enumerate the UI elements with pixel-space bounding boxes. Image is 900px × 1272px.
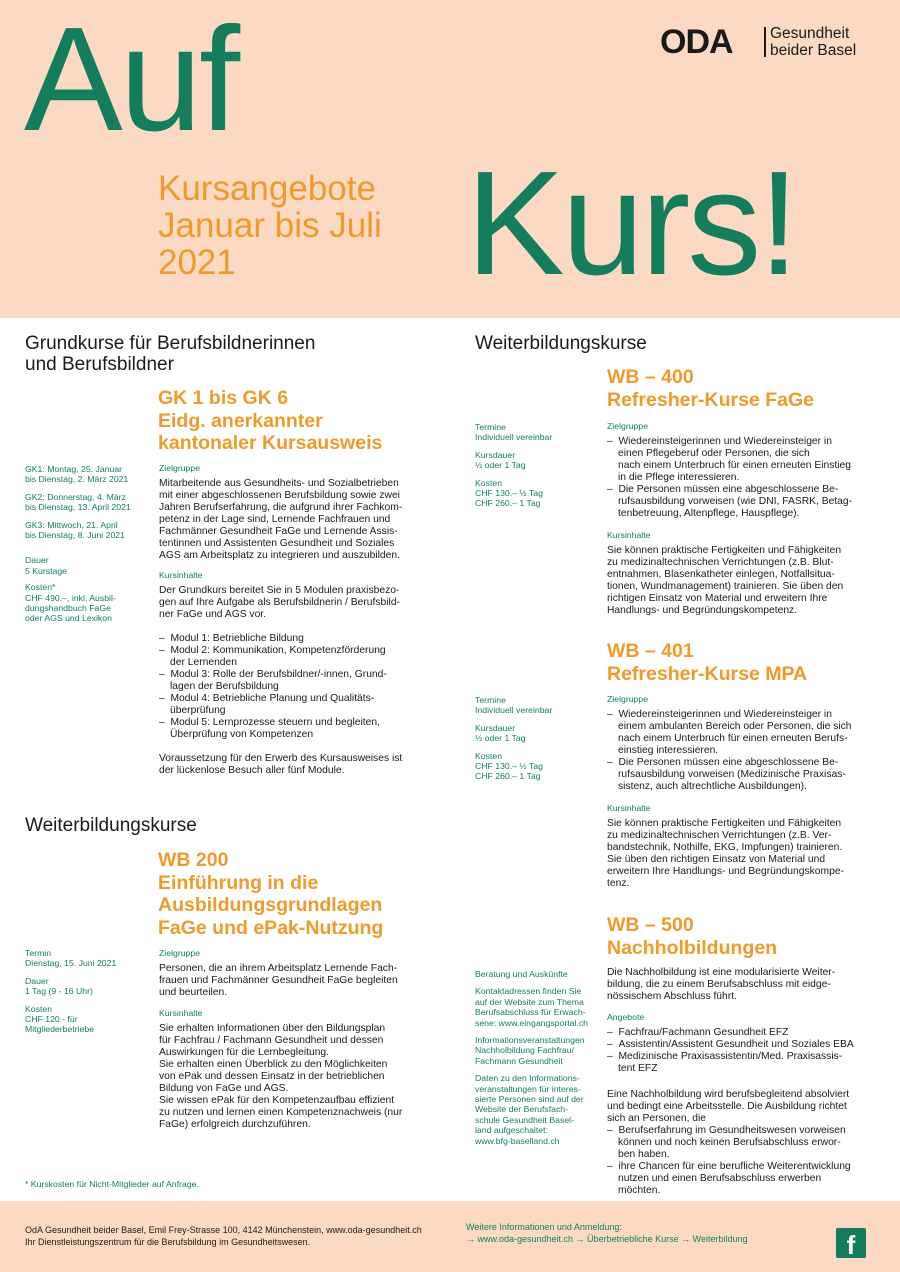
course-title-line: GK 1 bis GK 6 — [158, 387, 289, 409]
footer-line: OdA Gesundheit beider Basel, Emil Frey-Strasse 100, 4142 Münchenstein, www.oda-gesundheit.ch — [25, 1225, 422, 1235]
course-title-line: Refresher-Kurse MPA — [607, 662, 808, 685]
kosten-line: CHF 260.– 1 Tag — [475, 498, 541, 509]
date-line: bis Dienstag, 2. März 2021 — [25, 474, 129, 485]
oda-logo — [660, 22, 880, 62]
course-title-line: WB – 401 — [607, 640, 694, 662]
kursinhalte-label: Kursinhalte — [607, 803, 651, 813]
course-title-line: WB 200 — [158, 849, 229, 871]
dauer-label: Kursdauer — [475, 449, 516, 460]
gk-date-3 — [25, 520, 150, 541]
text-line: Fachmann Gesundheit — [475, 1055, 563, 1066]
angebote-label: Angebote — [607, 1012, 645, 1022]
list-line: Wiedereinsteigerinnen und Wiedereinsteiger in — [618, 709, 832, 720]
text-line: richtigen Einsatz von Material und erweitern Ihre — [607, 593, 828, 604]
course-title-line: WB – 400 — [607, 366, 694, 388]
kursinhalte-text — [159, 585, 444, 621]
module-list — [159, 633, 444, 741]
text-line: bildung, die zu einem Berufsabschluss mit eidge- — [607, 979, 831, 990]
list-line: Fachfrau/Fachmann Gesundheit EFZ — [618, 1027, 789, 1038]
kosten-line: CHF 120.- für — [25, 1014, 78, 1025]
text-line: Jahren Berufserfahrung, die aufgrund ihrer Fachkom- — [159, 502, 403, 513]
text-line: Auswirkungen für die Lernbegleitung. — [159, 1047, 330, 1058]
angebote-list — [607, 1027, 877, 1075]
footer-link-path[interactable]: → www.oda-gesundheit.ch → Überbetriebliche Kurse → Weiterbildung — [466, 1233, 748, 1244]
list-line: Modul 1: Betriebliche Bildung — [170, 633, 304, 644]
text-line: Sie üben den richtigen Einsatz von Material und — [607, 854, 826, 865]
kosten-label: Kosten — [475, 750, 503, 761]
list-line: einstieg interessieren. — [618, 745, 719, 756]
list-line: Wiedereinsteigerinnen und Wiedereinsteiger in — [618, 436, 832, 447]
gk-dauer — [25, 555, 150, 576]
headline-kurs: Kurs! — [466, 141, 797, 306]
wb401-kosten — [475, 751, 600, 782]
kosten-line: dungshandbuch FaGe — [25, 603, 111, 614]
text-line: Daten zu den Informations- — [475, 1073, 580, 1084]
course-title-wb400 — [607, 366, 814, 411]
kosten-label: Kosten* — [25, 582, 56, 593]
list-item — [159, 669, 444, 693]
headline-auf: Auf — [24, 0, 238, 162]
footer-info-label: Weitere Informationen und Anmeldung: — [466, 1222, 622, 1232]
zielgruppe-text — [159, 478, 444, 562]
list-line: Modul 2: Kommunikation, Kompetenzförderung — [170, 645, 386, 656]
list-item — [607, 757, 877, 793]
zielgruppe-label: Zielgruppe — [607, 694, 649, 704]
wb500-intro — [607, 967, 877, 1003]
requirements-list — [607, 1125, 877, 1197]
zielgruppe-list — [607, 709, 877, 793]
list-item — [607, 1161, 877, 1197]
list-line: sistenz, auch altrechtliche Ausbildungen). — [618, 781, 807, 792]
termin-value: Dienstag, 15. Juni 2021 — [25, 958, 117, 969]
gk-content — [159, 463, 444, 777]
text-line: Sie können praktische Fertigkeiten und Fähigkeiten — [607, 545, 842, 556]
text-line: nössischem Abschluss führt. — [607, 991, 737, 1002]
list-line: Assistentin/Assistent Gesundheit und Soziales EBA — [618, 1039, 854, 1050]
date-line: bis Dienstag, 13. April 2021 — [25, 502, 131, 513]
section-title-line: und Berufsbildner — [25, 354, 174, 375]
text-line: Sie erhalten einen Überblick zu den Möglichkeiten — [159, 1059, 388, 1070]
gk-note — [159, 753, 444, 777]
gk-kosten — [25, 582, 150, 624]
date-line: GK3: Mittwoch, 21. April — [25, 519, 118, 530]
subtitle-line: 2021 — [158, 243, 236, 282]
kursinhalte-label: Kursinhalte — [607, 530, 651, 540]
list-line: tent EFZ — [618, 1063, 658, 1074]
wb500-sidebar — [475, 969, 600, 1146]
zielgruppe-text — [159, 963, 444, 999]
text-line: Voraussetzung für den Erwerb des Kursausweises ist — [159, 753, 403, 764]
list-line: Medizinische Praxisassistentin/Med. Praxisassis- — [618, 1051, 843, 1062]
list-line: nutzen und einen Berufsabschluss erwerben — [618, 1173, 822, 1184]
text-line: und bedingt eine Arbeitsstelle. Die Ausbildung richtet — [607, 1101, 847, 1112]
logo-text-line: Gesundheit — [770, 25, 850, 42]
text-line: zu nutzen und lernen einen Kompetenznachweis (nur — [159, 1107, 403, 1118]
text-line: der lückenlose Besuch aller fünf Module. — [159, 765, 345, 776]
text-line: Personen, die an ihrem Arbeitsplatz Lernende Fach- — [159, 963, 398, 974]
kosten-line: CHF 260.– 1 Tag — [475, 771, 541, 782]
text-line: sene: www.eingangsportal.ch — [475, 1017, 589, 1028]
course-title-line: Einführung in die — [158, 871, 319, 894]
kursinhalte-text — [607, 818, 877, 890]
text-line: Handlungs- und Begründungskompetenz. — [607, 605, 798, 616]
dauer-value: ½ oder 1 Tag — [475, 460, 526, 471]
text-line: entnahmen, Blasenkatheter einlegen, Notfallsitua- — [607, 569, 835, 580]
text-line: Der Grundkurs bereitet Sie in 5 Modulen praxisbezo- — [159, 585, 400, 596]
text-line: Sie können praktische Fertigkeiten und Fähigkeiten — [607, 818, 842, 829]
date-line: GK1: Montag, 25. Januar — [25, 464, 123, 474]
section-title-line: Grundkurse für Berufsbildnerinnen — [25, 333, 316, 354]
list-line: Die Personen müssen eine abgeschlossene Be- — [618, 757, 839, 768]
text-line: Berufsabschluss für Erwach- — [475, 1007, 586, 1018]
list-line: ihre Chancen für eine berufliche Weiterentwicklung — [618, 1161, 851, 1172]
list-line: Berufserfahrung im Gesundheitswesen vorweisen — [618, 1125, 846, 1136]
wb401-sidebar — [475, 695, 600, 782]
list-line: möchten. — [618, 1185, 661, 1196]
text-line: Die Nachholbildung ist eine modularisierte Weiter- — [607, 967, 836, 978]
text-line: Nachholbildung Fachfrau/ — [475, 1045, 575, 1056]
text-line: auf der Website zum Thema — [475, 996, 584, 1007]
course-title-wb200 — [158, 849, 383, 939]
wb400-kosten — [475, 478, 600, 509]
text-line: für Fachfrau / Fachmann Gesundheit und dessen — [159, 1035, 384, 1046]
hero-subtitle — [158, 170, 382, 281]
text-line: tenz. — [607, 878, 630, 889]
text-line: FaGe) erfolgreich durchzuführen. — [159, 1119, 311, 1130]
kosten-label: Kosten — [475, 477, 503, 488]
course-title-line: Refresher-Kurse FaGe — [607, 388, 814, 411]
footer-line: Ihr Dienstleistungszentrum für die Berufsbildung im Gesundheitswesen. — [25, 1236, 311, 1247]
kursinhalte-label: Kursinhalte — [159, 570, 203, 580]
list-line: rufsausbildung vorweisen (wie DNI, FASRK, Betag- — [618, 496, 853, 507]
kursinhalte-label: Kursinhalte — [159, 1008, 203, 1018]
list-line: der Lernenden — [170, 657, 237, 668]
footnote: * Kurskosten für Nicht-Mitglieder auf Anfrage. — [25, 1179, 199, 1189]
wb400-sidebar — [475, 422, 600, 509]
zielgruppe-label: Zielgruppe — [159, 463, 201, 473]
daten-text — [475, 1073, 600, 1146]
text-line: land aufgeschaltet: — [475, 1125, 548, 1136]
list-line: Überprüfung von Kompetenzen — [170, 729, 314, 740]
course-title-line: WB – 500 — [607, 914, 694, 936]
list-line: Modul 3: Rolle der Berufsbildner/-innen, Grund- — [170, 669, 387, 680]
gk-date-1 — [25, 464, 150, 485]
wb500-content — [607, 967, 877, 1197]
course-title-line: Nachholbildungen — [607, 936, 778, 959]
list-line: nach einem Unterbruch für einen erneuten Einstieg — [618, 460, 851, 471]
course-title-wb401 — [607, 640, 807, 685]
text-line: erweitern Ihre Handlungs- und Begründungskompe- — [607, 866, 844, 877]
dauer-label: Dauer — [25, 975, 49, 986]
logo-mark: ODA — [660, 23, 733, 61]
zielgruppe-list — [607, 436, 877, 520]
text-line: www.bfg-baselland.ch — [475, 1135, 560, 1146]
text-line: Sie erhalten Informationen über den Bildungsplan — [159, 1023, 386, 1034]
kursinhalte-text — [159, 1023, 444, 1131]
text-line: und beurteilen. — [159, 987, 228, 998]
list-item — [607, 1125, 877, 1161]
termine-value: Individuell vereinbar — [475, 432, 553, 443]
logo-text-line: beider Basel — [770, 42, 857, 59]
info-text — [475, 1035, 600, 1066]
course-title-gk — [158, 387, 382, 455]
gk-sidebar — [25, 464, 150, 624]
subtitle-line: Januar bis Juli — [158, 206, 382, 245]
text-line: Fachmänner Gesundheit FaGe und Lernende Assis- — [159, 526, 398, 537]
section-title-weiterbildung-right: Weiterbildungskurse — [475, 333, 647, 354]
date-line: bis Dienstag, 8. Juni 2021 — [25, 530, 125, 541]
facebook-icon[interactable]: f — [836, 1228, 866, 1258]
wb400-content — [607, 421, 877, 617]
dauer-value: 1 Tag (9 - 16 Uhr) — [25, 986, 93, 997]
list-item — [159, 645, 444, 669]
zielgruppe-label: Zielgruppe — [607, 421, 649, 431]
text-line: ner FaGe und AGS vor. — [159, 609, 267, 620]
text-line: gen auf Ihre Aufgabe als Berufsbildnerin / Berufsbild- — [159, 597, 400, 608]
text-line: AGS am Arbeitsplatz zu integrieren und auszubilden. — [159, 550, 400, 561]
list-line: in die Pflege interessieren. — [618, 472, 740, 483]
text-line: Informationsveranstaltungen — [475, 1035, 585, 1046]
text-line: zu medizinaltechnischen Verrichtungen (z.B. Blut- — [607, 557, 834, 568]
list-line: überprüfung — [170, 705, 226, 716]
course-title-line: Eidg. anerkannter — [158, 409, 323, 432]
list-line: rufsausbildung vorweisen (Medizinische Praxisas- — [618, 769, 846, 780]
logo-text — [770, 25, 856, 59]
termine-label: Termine — [475, 422, 506, 432]
text-line: mit einer abgeschlossenen Berufsbildung sowie zwei — [159, 490, 400, 501]
termine-label: Termine — [475, 695, 506, 705]
text-line: Eine Nachholbildung wird berufsbegleitend absolviert — [607, 1089, 850, 1100]
list-item — [159, 693, 444, 717]
dauer-label: Kursdauer — [475, 722, 516, 733]
date-line: GK2: Donnerstag, 4. März — [25, 491, 126, 502]
wb200-kosten — [25, 1004, 150, 1035]
list-item — [159, 633, 444, 645]
termine-value: Individuell vereinbar — [475, 705, 553, 716]
wb200-dauer — [25, 976, 150, 997]
list-line: Modul 5: Lernprozesse steuern und begleiten, — [170, 717, 380, 728]
text-line: zu medizinaltechnischen Verrichtungen (z.B. Ver- — [607, 830, 832, 841]
course-title-wb500 — [607, 914, 777, 959]
dauer-value: 5 Kurstage — [25, 565, 68, 576]
section-title-weiterbildung-left: Weiterbildungskurse — [25, 815, 197, 836]
list-line: tenbetreuung, Altenpflege, Hauspflege). — [618, 508, 800, 519]
list-line: ben haben. — [618, 1149, 670, 1160]
list-line: lagen der Berufsbildung — [170, 681, 279, 692]
wb401-dauer — [475, 723, 600, 744]
wb400-dauer — [475, 450, 600, 471]
text-line: Website der Berufsfach- — [475, 1104, 569, 1115]
kosten-line: CHF 130.– ½ Tag — [475, 761, 543, 772]
list-item — [607, 709, 877, 757]
text-line: sich an Personen, die — [607, 1113, 707, 1124]
footer-links[interactable] — [466, 1222, 747, 1245]
wb200-sidebar — [25, 948, 150, 1035]
gk-date-2 — [25, 492, 150, 513]
kosten-line: CHF 490.–, inkl. Ausbil- — [25, 592, 116, 603]
list-line: Modul 4: Betriebliche Planung und Qualitäts- — [170, 693, 375, 704]
logo-divider — [764, 27, 766, 57]
text-line: sierte Personen sind auf der — [475, 1094, 584, 1105]
footer-address — [25, 1225, 422, 1248]
subtitle-line: Kursangebote — [158, 169, 376, 208]
zielgruppe-label: Zielgruppe — [159, 948, 201, 958]
text-line: Sie wissen ePak für den Kompetenzaufbau effizient — [159, 1095, 395, 1106]
list-line: Die Personen müssen eine abgeschlossene Be- — [618, 484, 839, 495]
list-line: können und noch keinen Berufsabschluss erwor- — [618, 1137, 841, 1148]
wb200-content — [159, 948, 444, 1131]
list-item — [607, 1051, 877, 1075]
course-title-line: Ausbildungsgrundlagen — [158, 894, 383, 916]
list-line: einem ambulanten Bereich oder Personen, die sich — [618, 721, 852, 732]
list-item — [607, 484, 877, 520]
text-line: Bildung von FaGe und AGS. — [159, 1083, 289, 1094]
termin-label: Termin — [25, 948, 52, 958]
dauer-value: ½ oder 1 Tag — [475, 733, 526, 744]
wb401-content — [607, 694, 877, 890]
list-item — [607, 1027, 877, 1039]
text-line: veranstaltungen für interes- — [475, 1083, 581, 1094]
text-line: tentinnen und Assistenten Gesundheit und Soziales — [159, 538, 395, 549]
text-line: Mitarbeitende aus Gesundheits- und Sozialbetrieben — [159, 478, 399, 489]
text-line: tionen, Wundmanagement) trainieren. Sie üben den — [607, 581, 844, 592]
text-line: bandstechnik, Nothilfe, EKG, Impfungen) trainieren. — [607, 842, 843, 853]
list-line: nach einem Unterbruch für einen erneuten Berufs- — [618, 733, 848, 744]
course-title-line: FaGe und ePak-Nutzung — [158, 916, 384, 939]
kursinhalte-text — [607, 545, 877, 617]
list-item — [607, 1039, 877, 1051]
text-line: petenz in der Lage sind, Lernende Fachfrauen und — [159, 514, 391, 525]
beratung-label: Beratung und Auskünfte — [475, 969, 568, 979]
section-title-grundkurse — [25, 333, 315, 375]
beratung-text — [475, 986, 600, 1028]
text-line: schule Gesundheit Basel- — [475, 1114, 574, 1125]
list-item — [607, 436, 877, 484]
wb500-para — [607, 1089, 877, 1125]
course-title-line: kantonaler Kursausweis — [158, 432, 383, 454]
text-line: von ePak und dessen Einsatz in der betrieblichen — [159, 1071, 385, 1082]
kosten-label: Kosten — [25, 1003, 53, 1014]
text-line: frauen und Fachmänner Gesundheit FaGe begleiten — [159, 975, 398, 986]
dauer-label: Dauer — [25, 555, 49, 566]
list-item — [159, 717, 444, 741]
kosten-line: Mitgliederbetriebe — [25, 1024, 95, 1035]
text-line: Kontaktadressen finden Sie — [475, 986, 582, 997]
list-line: einen Pflegeberuf oder Personen, die sich — [618, 448, 810, 459]
kosten-line: oder AGS und Lexikon — [25, 613, 112, 624]
kosten-line: CHF 130.– ½ Tag — [475, 488, 543, 499]
